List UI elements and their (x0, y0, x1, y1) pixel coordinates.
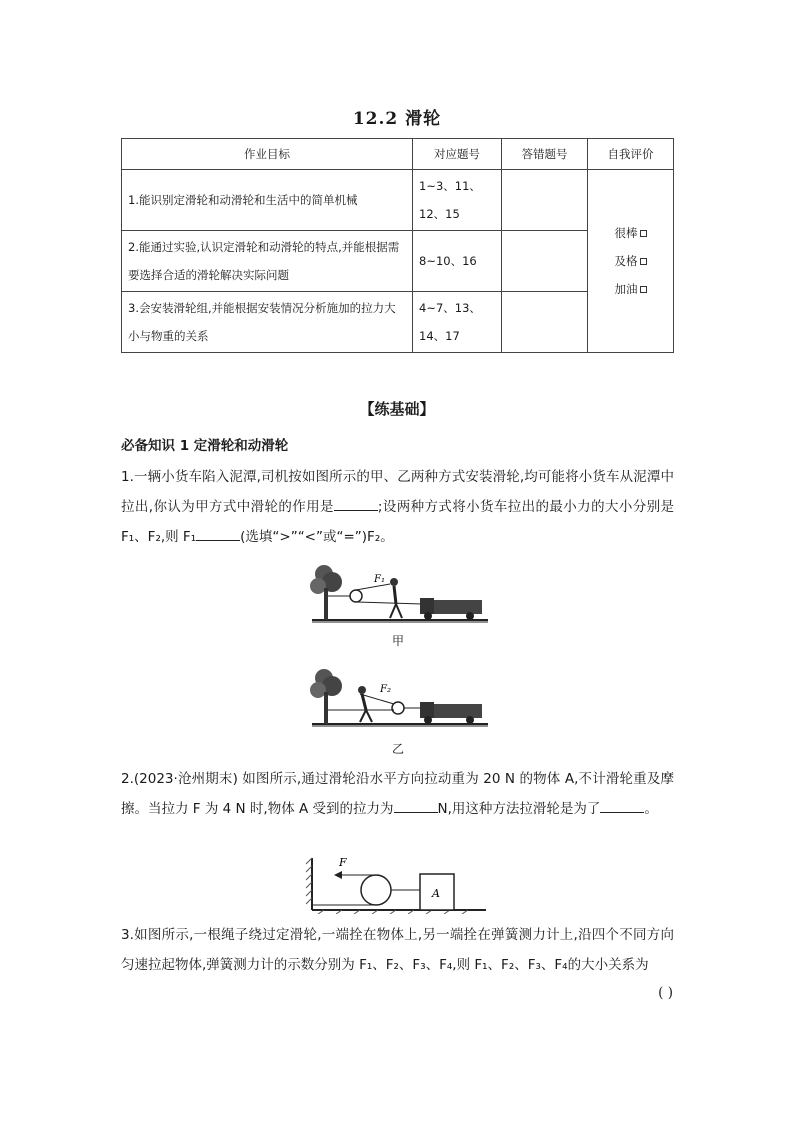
nums-cell: 1~3、11、12、15 (413, 170, 502, 231)
question-2: 2.(2023·沧州期末) 如图所示,通过滑轮沿水平方向拉动重为 20 N 的物体 A,不计滑轮重及摩擦。当拉力 F 为 4 N 时,物体 A 受到的拉力为 N,用这种方法拉滑轮是为了 。 (121, 771, 674, 817)
answer-blank[interactable] (334, 496, 378, 511)
goals-table (121, 138, 674, 353)
answer-bracket[interactable]: ( ) (658, 985, 673, 1001)
table-row (122, 170, 674, 231)
header-nums: 对应题号 (413, 139, 502, 170)
wrong-cell[interactable] (502, 170, 588, 231)
answer-blank[interactable] (196, 526, 240, 541)
eval-option[interactable]: 加油 (594, 275, 667, 303)
answer-blank[interactable] (600, 798, 644, 813)
wrong-cell[interactable] (502, 231, 588, 292)
eval-option[interactable]: 很棒 (594, 219, 667, 247)
eval-option[interactable]: 及格 (594, 247, 667, 275)
force-label: F₁ (374, 574, 385, 585)
answer-blank[interactable] (394, 798, 438, 813)
nums-cell: 4~7、13、14、17 (413, 292, 502, 353)
nums-cell: 8~10、16 (413, 231, 502, 292)
table-header-row (122, 139, 674, 170)
wrong-cell[interactable] (502, 292, 588, 353)
figure-caption: 甲 (392, 634, 405, 648)
header-eval: 自我评价 (588, 139, 674, 170)
header-goal: 作业目标 (122, 139, 413, 170)
question-1: 1.一辆小货车陷入泥潭,司机按如图所示的甲、乙两种方式安装滑轮,均可能将小货车从泥潭中拉出,你认为甲方式中滑轮的作用是 ;设两种方式将小货车拉出的最小力的大小分别是 F₁、F₂,则 F₁ (选填“>”“<”或“=”)F₂。 (121, 469, 674, 545)
force-label: F₂ (380, 684, 391, 695)
checkbox-icon[interactable] (640, 286, 647, 293)
question-3: 3.如图所示,一根绳子绕过定滑轮,一端拴在物体上,另一端拴在弹簧测力计上,沿四个不同方向匀速拉起物体,弹簧测力计的示数分别为 F₁、F₂、F₃、F₄,则 F₁、F₂、F₃、F₄的大小关系为 (121, 927, 674, 973)
goal-cell: 1.能识别定滑轮和动滑轮和生活中的简单机械 (122, 170, 413, 231)
section-heading: 【练基础】 (359, 400, 435, 418)
checkbox-icon[interactable] (640, 230, 647, 237)
goal-cell: 3.会安装滑轮组,并能根据安装情况分析施加的拉力大小与物重的关系 (122, 292, 413, 353)
pulley-figure (306, 852, 488, 914)
force-label: F (339, 856, 347, 869)
knowledge-heading: 必备知识 1 定滑轮和动滑轮 (121, 438, 289, 454)
figure-yi (310, 664, 490, 730)
figure-caption: 乙 (392, 742, 405, 756)
figure-jia (310, 560, 490, 626)
page-title: 12.2 滑轮 (352, 109, 442, 129)
header-wrong: 答错题号 (502, 139, 588, 170)
goal-cell: 2.能通过实验,认识定滑轮和动滑轮的特点,并能根据需要选择合适的滑轮解决实际问题 (122, 231, 413, 292)
block-label: A (432, 887, 440, 900)
self-eval-cell (588, 170, 674, 353)
checkbox-icon[interactable] (640, 258, 647, 265)
